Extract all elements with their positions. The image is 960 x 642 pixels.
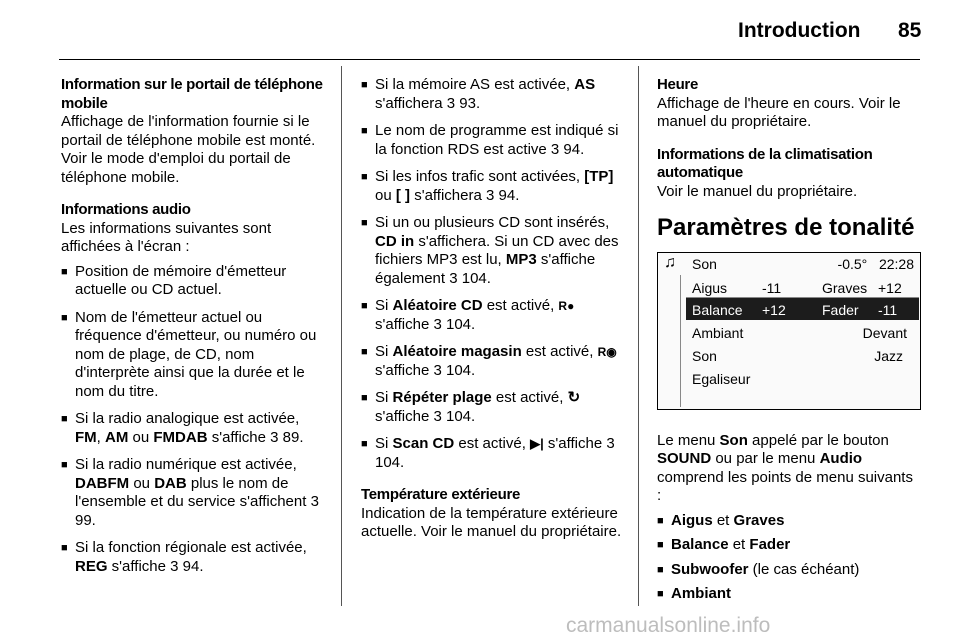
screen-temperature: -0.5°: [837, 255, 868, 272]
page-reference: 3 104.: [433, 407, 476, 425]
list-item: ■ Si la fonction régionale est activée, REG s'affiche 3 94.: [61, 539, 327, 576]
random-cd-icon: R●: [558, 299, 575, 313]
list-item: ■ Si la mémoire AS est activée, AS s'affichera 3 93.: [361, 76, 625, 113]
list-item: ■ Position de mémoire d'émetteur actuelle ou CD actuel.: [61, 263, 327, 300]
paragraph-time: Affichage de l'heure en cours. Voir le manuel du propriétaire.: [657, 94, 901, 130]
menu-row-treble-bass: Aigus -11 Graves +12: [692, 279, 902, 296]
menu-row-son: Son Jazz: [692, 347, 903, 364]
screen-title: Son: [692, 255, 717, 272]
heading-outside-temperature: Température extérieure: [361, 486, 521, 503]
page-reference: 3 89.: [270, 428, 304, 446]
list-item: ■ Si Scan CD est activé, ▶| s'affiche 3 104.: [361, 435, 625, 472]
watermark: carmanualsonline.info: [566, 614, 771, 637]
list-item: ■ Ambiant: [657, 585, 921, 604]
paragraph-sound-menu: Le menu Son appelé par le bouton SOUND ou par le menu Audio comprend les points de menu suivants :: [657, 431, 913, 504]
paragraph-climate-info: Voir le manuel du propriétaire.: [657, 182, 858, 200]
page-number: 85: [898, 19, 922, 42]
list-item: ■ Si Aléatoire magasin est activé, R◉ s'affiche 3 104.: [361, 343, 625, 380]
list-item: ■ Si Répéter plage est activé, ↻ s'affiche 3 104.: [361, 389, 625, 426]
list-item: ■ Si la radio analogique est activée, FM, AM ou FMDAB s'affiche 3 89.: [61, 410, 327, 447]
page-reference: 3 94.: [550, 140, 585, 158]
menu-row-ambiant: Ambiant Devant: [692, 324, 907, 341]
heading-climate-info: Informations de la climatisation automatique: [657, 145, 873, 181]
heading-audio-info: Informations audio: [61, 201, 191, 218]
repeat-icon: ↻: [567, 389, 581, 406]
list-item: ■ Le nom de programme est indiqué si la fonction RDS est active 3 94.: [361, 122, 625, 159]
list-item: ■ Nom de l'émetteur actuel ou fréquence d'émetteur, ou numéro ou nom de plage, de CD, nom d'interprète ainsi que la durée et le nom du titre.: [61, 309, 327, 402]
audio-info-list: [61, 263, 327, 577]
menu-row-balance-fader: Balance +12 Fader -11: [686, 298, 919, 320]
heading-time: Heure: [657, 76, 699, 93]
music-note-icon: ♫: [664, 253, 676, 271]
list-item: ■ Balance et Fader: [657, 536, 921, 555]
column-1: [61, 76, 327, 585]
column-2: [361, 76, 625, 556]
page-reference: 3 94.: [170, 557, 204, 575]
page-reference: 3 99.: [75, 493, 319, 529]
page-header-title: Introduction: [738, 19, 861, 42]
list-item: ■ Si les infos trafic sont activées, [TP] ou [ ] s'affichera 3 94.: [361, 168, 625, 205]
page-reference: 3 93.: [446, 94, 481, 112]
column-divider-1: [341, 66, 342, 606]
sound-menu-screen: [657, 252, 921, 410]
header-rule: [59, 59, 920, 60]
page-reference: 3 104.: [375, 435, 615, 471]
heading-mobile-portal: Information sur le portail de téléphone mobile: [61, 76, 323, 112]
display-indicators-list: [361, 76, 625, 472]
menu-row-egaliseur: Egaliseur: [692, 370, 751, 387]
page-reference: 3 104.: [433, 315, 476, 333]
screen-status-bar: [658, 253, 920, 275]
sound-menu-list: [657, 512, 921, 604]
random-magazine-icon: R◉: [597, 345, 617, 359]
column-divider-2: [638, 66, 639, 606]
section-title-tone-settings: Paramètres de tonalité: [657, 214, 915, 241]
column-3: [657, 76, 921, 610]
paragraph-mobile-portal: Affichage de l'information fournie si le portail de téléphone mobile est monté. Voir le mode d'emploi du portail de téléphone mobile.: [61, 113, 316, 186]
page-reference: 3 94.: [486, 186, 520, 204]
page-reference: 3 104.: [449, 269, 491, 287]
paragraph-outside-temperature: Indication de la température extérieure actuelle. Voir le manuel du propriétaire.: [361, 504, 622, 540]
screen-left-bar: [680, 275, 681, 407]
scan-icon: ▶|: [530, 436, 544, 451]
list-item: ■ Si Aléatoire CD est activé, R● s'affiche 3 104.: [361, 297, 625, 334]
list-item: ■ Si un ou plusieurs CD sont insérés, CD in s'affichera. Si un CD avec des fichiers MP3 est lu, MP3 s'affiche également 3 104.: [361, 214, 625, 288]
list-item: ■ Aigus et Graves: [657, 512, 921, 531]
paragraph-audio-info: Les informations suivantes sont affichées à l'écran :: [61, 219, 272, 255]
screen-time: 22:28: [878, 255, 914, 272]
page-reference: 3 104.: [433, 361, 476, 379]
list-item: ■ Si la radio numérique est activée, DABFM ou DAB plus le nom de l'ensemble et du service s'affichent 3 99.: [61, 456, 327, 530]
list-item: ■ Subwoofer (le cas échéant): [657, 561, 921, 580]
